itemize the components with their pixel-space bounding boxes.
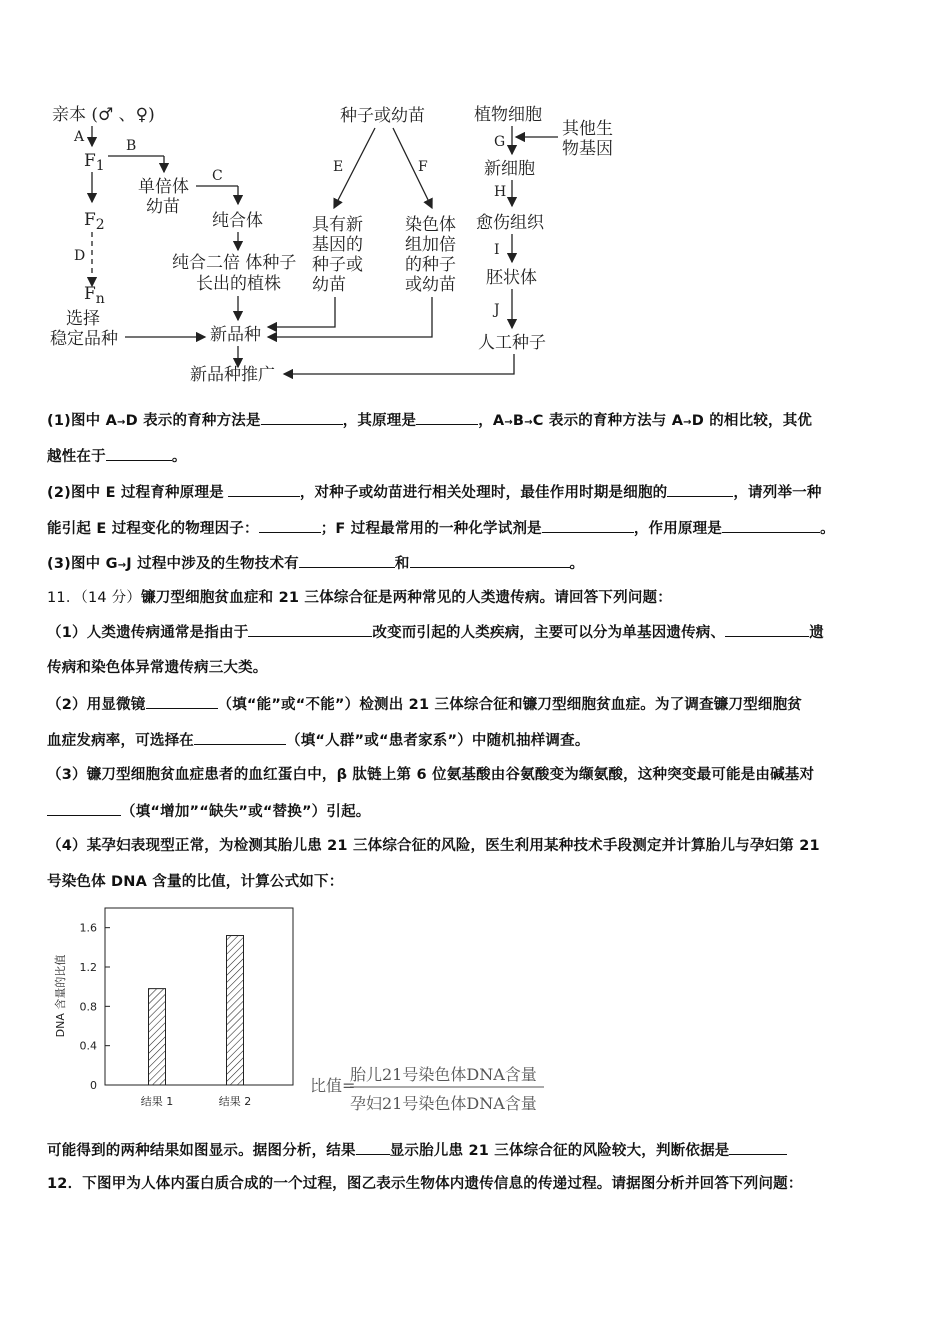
answer-blank[interactable] [261,410,343,425]
q11-part1-line2: 传病和染色体异常遗传病三大类。 [47,660,268,676]
x-tick-label: 结果 1 [140,1095,174,1108]
answer-blank[interactable] [542,518,634,533]
other-gene-label-1: 其他生 [562,119,613,139]
formula-numerator: 胎儿21号染色体DNA含量 [350,1065,537,1084]
breeding-diagram [0,90,950,400]
diploid-label-1: 纯合二倍 体种子 [172,253,297,273]
label-e: E [333,159,344,175]
chrom-label-1: 染色体 [405,215,456,235]
select-label-1: 选择 [66,309,100,329]
other-gene-label-2: 物基因 [562,139,613,159]
q10-part3: (3)图中 G→J 过程中涉及的生物技术有 和 。 [47,553,907,576]
answer-blank[interactable] [146,694,218,709]
label-f: F [418,159,428,175]
arrow-f-new [268,297,432,337]
answer-blank[interactable] [259,518,321,533]
y-tick-label: 0 [90,1079,97,1092]
chrom-label-2: 组加倍 [405,235,456,255]
q11-part2-line2: 血症发病率，可选择在 （填“人群”或“患者家系”）中随机抽样调查。 [47,730,907,751]
answer-blank[interactable] [416,410,478,425]
q11-part4-line1: （4）某孕妇表现型正常，为检测其胎儿患 21 三体综合征的风险，医生利用某种技术手段测定并计算胎儿与孕妇第 21 [47,838,820,854]
q11-part3-line1: （3）镰刀型细胞贫血症患者的血红蛋白中，β 肽链上第 6 位氨基酸由谷氨酸变为缬氨酸，这种突变最可能是由碱基对 [47,767,815,783]
answer-blank[interactable] [248,622,372,637]
seed-top-label: 种子或幼苗 [340,106,425,126]
x-tick-label: 结果 2 [218,1095,252,1108]
arrow-seed-promotion [284,354,514,374]
q11-part4-line2: 号染色体 DNA 含量的比值，计算公式如下： [47,874,344,890]
chrom-label-3: 的种子 [405,255,456,275]
answer-blank[interactable] [47,801,121,816]
new-gene-label-2: 基因的 [312,235,363,255]
new-gene-label-4: 幼苗 [312,275,346,295]
chart-frame [105,908,293,1085]
label-g: G [494,134,506,150]
answer-blank[interactable] [194,730,286,745]
plant-cell-label: 植物细胞 [474,105,542,125]
y-tick-label: 1.2 [79,961,97,974]
formula-prefix: 比值= [310,1076,356,1095]
formula-denominator: 孕妇21号染色体DNA含量 [350,1094,537,1113]
parent-label: 亲本 (♂ 、♀) [52,105,155,125]
answer-blank[interactable] [299,553,395,568]
q10-part1-line1: (1)图中 A→D 表示的育种方法是 ，其原理是 ，A→B→C 表示的育种方法与 A→D 的相比较，其优 [47,410,907,433]
f2-label: $F_2$ [84,210,105,233]
pure-label: 纯合体 [212,211,263,231]
q11-part1-line1: （1）人类遗传病通常是指由于 改变而引起的人类疾病，主要可以分为单基因遗传病、 遗 [47,622,907,643]
select-label-2: 稳定品种 [50,329,118,349]
haploid-label-1: 单倍体 [138,177,189,197]
label-a: A [74,129,85,145]
q10-part1-line2: 越性在于 。 [47,446,907,467]
arrow-e-new [268,297,335,327]
answer-blank[interactable] [722,518,820,533]
q11-part5: 可能得到的两种结果如图显示。据图分析，结果 显示胎儿患 21 三体综合征的风险较大，判断依据是 [47,1140,907,1161]
q10-part2-line2: 能引起 E 过程变化的物理因子： ；F 过程最常用的一种化学试剂是 ，作用原理是 。 [47,518,907,539]
answer-blank[interactable] [106,446,172,461]
q10-part2-line1: (2)图中 E 过程育种原理是 ，对种子或幼苗进行相关处理时，最佳作用时期是细胞的 ，请列举一种 [47,482,907,503]
bars [149,936,244,1085]
artificial-seed-label: 人工种子 [478,333,546,353]
answer-blank[interactable] [356,1140,390,1155]
haploid-label-2: 幼苗 [146,197,180,217]
label-b: B [126,138,137,154]
y-tick-label: 1.6 [79,921,97,935]
new-cell-label: 新细胞 [484,159,535,179]
embryoid-label: 胚状体 [486,268,537,288]
q12-title: 12．下图甲为人体内蛋白质合成的一个过程，图乙表示生物体内遗传信息的传递过程。请据图分析并回答下列问题： [47,1176,803,1192]
callus-label: 愈伤组织 [476,213,544,233]
y-tick-label: 0.8 [79,1000,97,1014]
new-gene-label-3: 种子或 [312,255,363,275]
fn-label: $F_n$ [84,284,105,307]
answer-blank[interactable] [667,482,733,497]
chrom-label-4: 或幼苗 [405,275,456,295]
y-tick-label: 0.4 [79,1039,97,1053]
x-axis-labels [141,1094,252,1108]
answer-blank[interactable] [729,1140,787,1155]
label-d: D [74,248,86,264]
q11-part3-line2: （填“增加”“缺失”或“替换”）引起。 [47,801,907,822]
label-h: H [494,184,507,200]
label-c: C [212,168,223,184]
f1-label: $F_1$ [84,151,105,174]
dna-ratio-chart [40,900,560,1125]
promotion-label: 新品种推广 [190,365,275,385]
answer-blank[interactable] [228,482,300,497]
y-axis-label: DNA 含量的比值 [54,954,67,1038]
diploid-label-2: 长出的植株 [196,274,281,294]
new-gene-label-1: 具有新 [312,215,363,235]
answer-blank[interactable] [725,622,809,637]
q11-part2-line1: （2）用显微镜 （填“能”或“不能”）检测出 21 三体综合征和镰刀型细胞贫血症。为了调查镰刀型细胞贫 [47,694,907,715]
q11-title: 11．（14 分）镰刀型细胞贫血症和 21 三体综合征是两种常见的人类遗传病。请回答下列问题： [47,590,672,606]
new-variety-label: 新品种 [210,325,261,345]
answer-blank[interactable] [410,553,570,568]
bar-2 [227,936,244,1085]
bar-1 [149,989,166,1085]
label-j: J [494,302,500,318]
label-i: I [494,242,500,258]
